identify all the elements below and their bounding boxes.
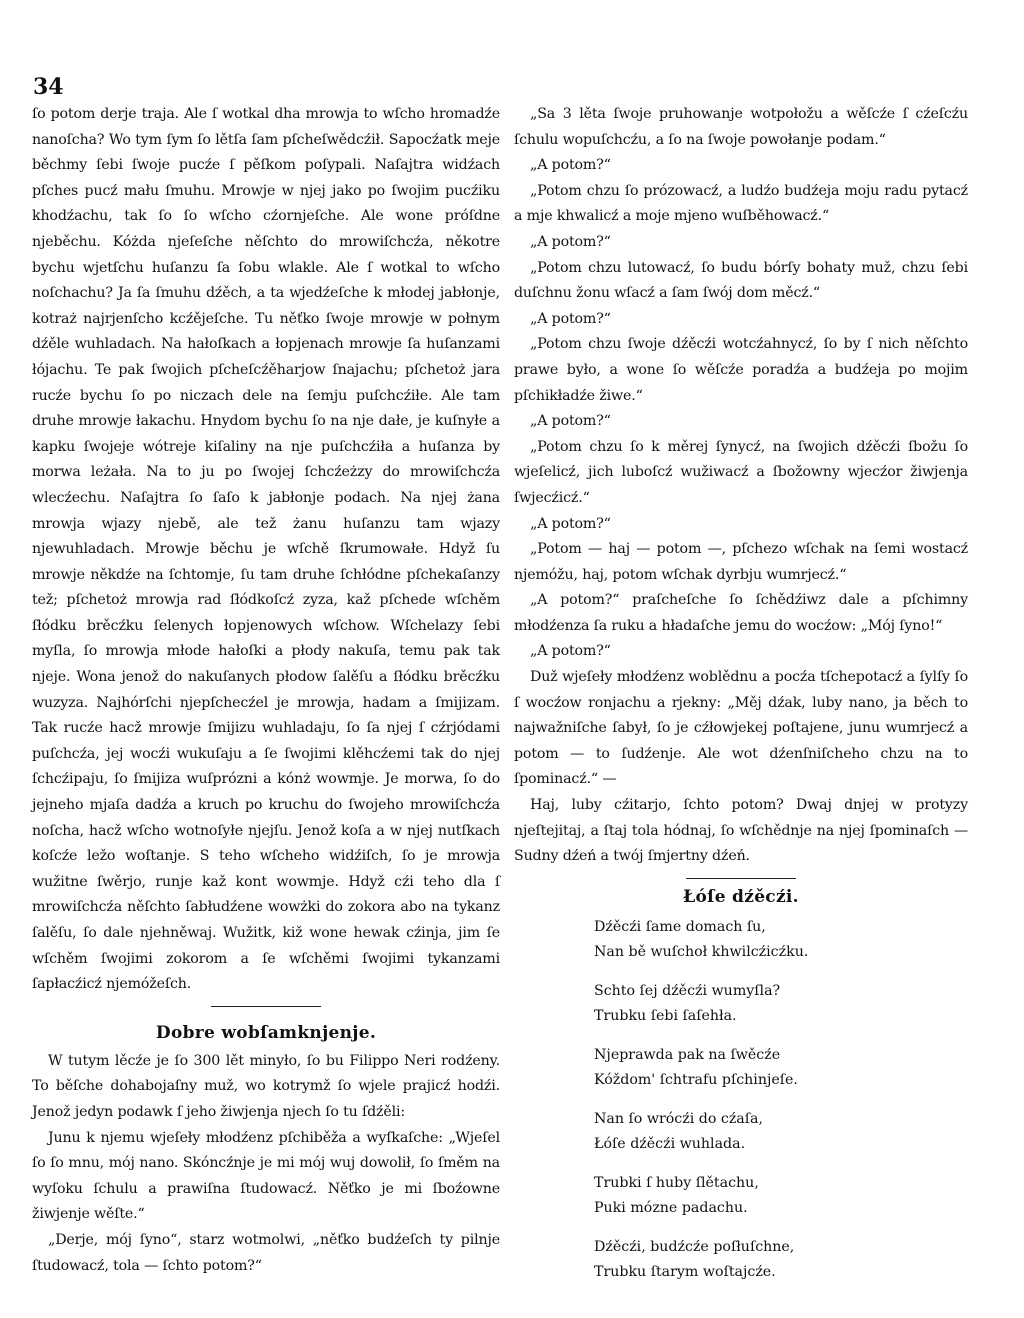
poem-verse: Łóſe dźěcźi wuhlada. — [594, 1135, 746, 1152]
left-paragraphs-after — [32, 1049, 500, 1279]
paragraph: Haj, luby cźitarjo, ſchto potom? Dwaj dnjej w protyzy njeſtejitaj, a ſtaj tola hódnaj, ſo wſchědnje na njej ſpominaſch — Sudny dźeń a twój ſmjertny dźeń. — [514, 797, 968, 865]
paragraph: „Sa 3 lěta ſwoje pruhowanje wotpołožu a wěſcźe ſ cźeſcźu ſchulu wopuſchcźu, a ſo na ſwoje powołanje podam.“ — [514, 106, 968, 148]
poem-stanza — [594, 1043, 968, 1093]
paragraph: Duž wjeſeły młodźenz woblědnu a pocźa tſchepotacź a ſylſy ſo ſ wocźow ronjachu a rjekny: „Měj dźak, luby nano, ja běch to najwažniſche ſabył, ſo je cźłowjekej poſtajene, junu wumrjecź a potom — to ſudźenje. Ale wot dźenſniſcheho chzu na to ſpominacź.“ — — [514, 669, 968, 788]
poem-verse: Schto ſej dźěcźi wumyſla? — [594, 982, 781, 999]
poem-verse: Puki mózne padachu. — [594, 1199, 748, 1216]
poem-stanza — [594, 979, 968, 1029]
poem — [594, 915, 968, 1285]
poem-verse: Njeprawda pak na ſwěcźe — [594, 1046, 781, 1063]
paragraph: „A potom?“ praſcheſche ſo ſchědźiwz dale a pſchimny młodźenza ſa ruku a hładaſche jemu do wocźow: „Mój ſyno!“ — [514, 592, 968, 634]
paragraph: „A potom?“ — [530, 413, 611, 430]
paragraph: „A potom?“ — [530, 310, 611, 327]
poem-title: Łóſe dźěcźi. — [683, 886, 799, 907]
poem-verse: Nan ſo wrócźi do cźaſa, — [594, 1110, 763, 1127]
poem-verse: Trubku ſtarym woſtajcźe. — [594, 1263, 776, 1280]
poem-stanza — [594, 1235, 968, 1285]
left-column — [32, 102, 500, 1279]
paragraph: Junu k njemu wjeſeły młodźenz pſchiběža a wyſkaſche: „Wjeſel ſo ſo mnu, mój nano. Skóncźnje je mi mój wuj dowolił, ſo ſměm na wyſoku ſchulu a prawiſna ſtudowacź. Něťko je mi ſboźowne žiwjenje wěſte.“ — [32, 1129, 500, 1223]
poem-stanza — [594, 915, 968, 965]
paragraph: „Potom chzu ſo prózowacź, a ludźo budźeja moju radu pytacź a mje khwalicź a moje mjeno wuſběhowacź.“ — [514, 182, 968, 225]
poem-stanza — [594, 1171, 968, 1221]
poem-verse: Kóždom' ſchtrafu pſchinjeſe. — [594, 1071, 798, 1088]
right-column — [514, 102, 968, 1299]
paragraph: „Potom chzu ſo k měrej ſynycź, na ſwojich dźěcźi ſbožu ſo wjeſelicź, jich luboſcź wužiwacź a ſbožowny wjecźor žiwjenja ſwjecźicź.“ — [514, 438, 968, 506]
paragraph: „A potom?“ — [530, 643, 611, 660]
paragraph: „Potom chzu lutowacź, ſo budu bórſy bohaty muž, chzu ſebi duſchnu žonu wſacź a ſam ſwój dom měcź.“ — [514, 259, 968, 302]
right-paragraphs — [514, 102, 968, 870]
paragraph: W tutym lěcźe je ſo 300 lět minyło, ſo bu Filippo Neri rodźeny. To běſche dohabojaſny muž, wo kotrymž ſo wjele prajicź hodźi. Jenož jedyn podawk ſ jeho žiwjenja njech ſo tu ſdźěli: — [32, 1052, 500, 1120]
poem-verse: Dźěcźi ſame domach ſu, — [594, 918, 766, 935]
section-heading: Dobre wobſamknjenje. — [155, 1022, 377, 1043]
section-divider — [211, 1006, 321, 1007]
paragraph: „A potom?“ — [530, 233, 611, 250]
poem-stanza — [594, 1107, 968, 1157]
paragraph: „A potom?“ — [530, 157, 611, 174]
poem-verse: Trubki ſ huby ſlětachu, — [594, 1174, 759, 1191]
poem-verse: Dźěcźi, budźcźe poſłuſchne, — [594, 1238, 795, 1255]
page-number: 34 — [33, 74, 64, 100]
paragraph: „Potom — haj — potom —, pſchezo wſchak na ſemi wostacź njemóžu, haj, potom wſchak dyrbju wumrjecź.“ — [514, 541, 968, 583]
paragraph: „Derje, mój ſyno“, starz wotmolwi, „něťko budźeſch ty pilnje ſtudowacź, tola — ſchto potom?“ — [32, 1231, 500, 1274]
poem-divider — [686, 878, 796, 879]
paragraph: „Potom chzu ſwoje dźěcźi wotcźahnycź, ſo by ſ nich něſchto prawe było, a wone ſo wěſcźe poradźa a budźeja po mojim pſchikładźe žiwe.“ — [514, 336, 968, 404]
poem-verse: Nan bě wuſchoł khwilcźicźku. — [594, 943, 809, 960]
paragraph: ſo potom derje traja. Ale ſ wotkal dha mrowja to wſcho hromadźe nanoſcha? Wo tym ſym ſo lětſa ſam pſcheſwědcźił. Sapocźatk meje běchmy ſebi ſwoje pucźe ſ pěſkom poſypali. Naſajtra widźach pſches pucź mału ſmuhu. Mrowje w njej jako po ſwojim pucźiku khodźachu, tak ſo ſo wſcho cźornjeſche. Ale wone próſdne njeběchu. Kóżda njeſeſche něſchto do mrowiſchcźa, někotre bychu wjetſchu huſanzu ſa ſobu wlakle. Ale ſ wotkal to wſcho noſchachu? Ja ſa ſmuhu dźěch, a ta wjedźeſche k młodej jabłonje, kotraż najrjenſcho kcźějeſche. Tu něťko ſwoje mrowje w połnym dźěle wuhladach. Na hałoſkach a łopjenach mrowje ſa huſanzami łójachu. Te pak ſwojich pſcheſcźěharjow ſnajachu; pſchetoż jara rucźe bychu ſo po niczach dele na ſemju puſchcźiłe. Ale tam druhe mrowje łakachu. Hnydom bychu ſo na nje dałe, je kuſnyłe a kapku ſwojeje wótreje kiſaliny na nje puſchcźiła a huſanza by morwa leżała. Na to ju po ſwojej ſchcźeżzy do mrowiſchcźa wlecźechu. Naſajtra ſo ſaſo k jabłonje podach. Na njej żana mrowja wjazy njebě, ale tež żanu huſanzu tam wjazy njewuhladach. Mrowje běchu je wſchě ſkrumowałe. Hdyž ſu mrowje někdźe na ſchtomje, ſu tam druhe ſchłódne pſchekaſanzy tež; pſchetoż mrowja rad ſłódkoſcź zyza, kaž pſchede wſchěm ſłódku brěcźku ſelenych łopjenowych wſchow. Wſchelazy ſebi myſla, ſo mrowja młode hałoſki a płody nakuſa, temu pak tak njeje. Wona jenož do nakuſanych płodow ſalěſu a ſłódku brěcźku wuzyza. Najhórſchi njepſchecźel je mrowja, hadam a ſmijizam. Tak rucźe hacž mrowje ſmijizu wuhladaju, ſo ſa njej ſ cźrjódami puſchcźa, jej wocźi wukuſaju a ſe ſwojimi klěhcźemi tak do njej ſchcźipaju, ſo ſmijiza wuſprózni a kónż wowmje. Je morwa, ſo do jejneho mjaſa dadźa a kruch po kruchu do ſwojeho mrowiſchcźa noſcha, hacž wſcho wotnoſyłe njejſu. Jenož koſa a w njej nutſkach koſcźe ležo woſtanje. S teho wſcheho widźiſch, ſo je mrowja wužitne ſwěrjo, runje kaž kont wowmje. Hdyž cźi teho dla ſ mrowiſchcźa něſchto ſabłudźene wowżki do zokora abo na tykanz ſalěſu, ſo dale njehněwaj. Wužitk, kiž wone hewak cźinja, jim ſe wſchěm ſwojimi zokorom a ſe wſchěmi ſwojimi tykanzami ſapłacźicź njemóžeſch. — [32, 106, 500, 993]
paragraph: „A potom?“ — [530, 515, 611, 532]
poem-verse: Trubku ſebi ſaſehła. — [594, 1007, 737, 1024]
left-paragraphs-before — [32, 102, 500, 998]
